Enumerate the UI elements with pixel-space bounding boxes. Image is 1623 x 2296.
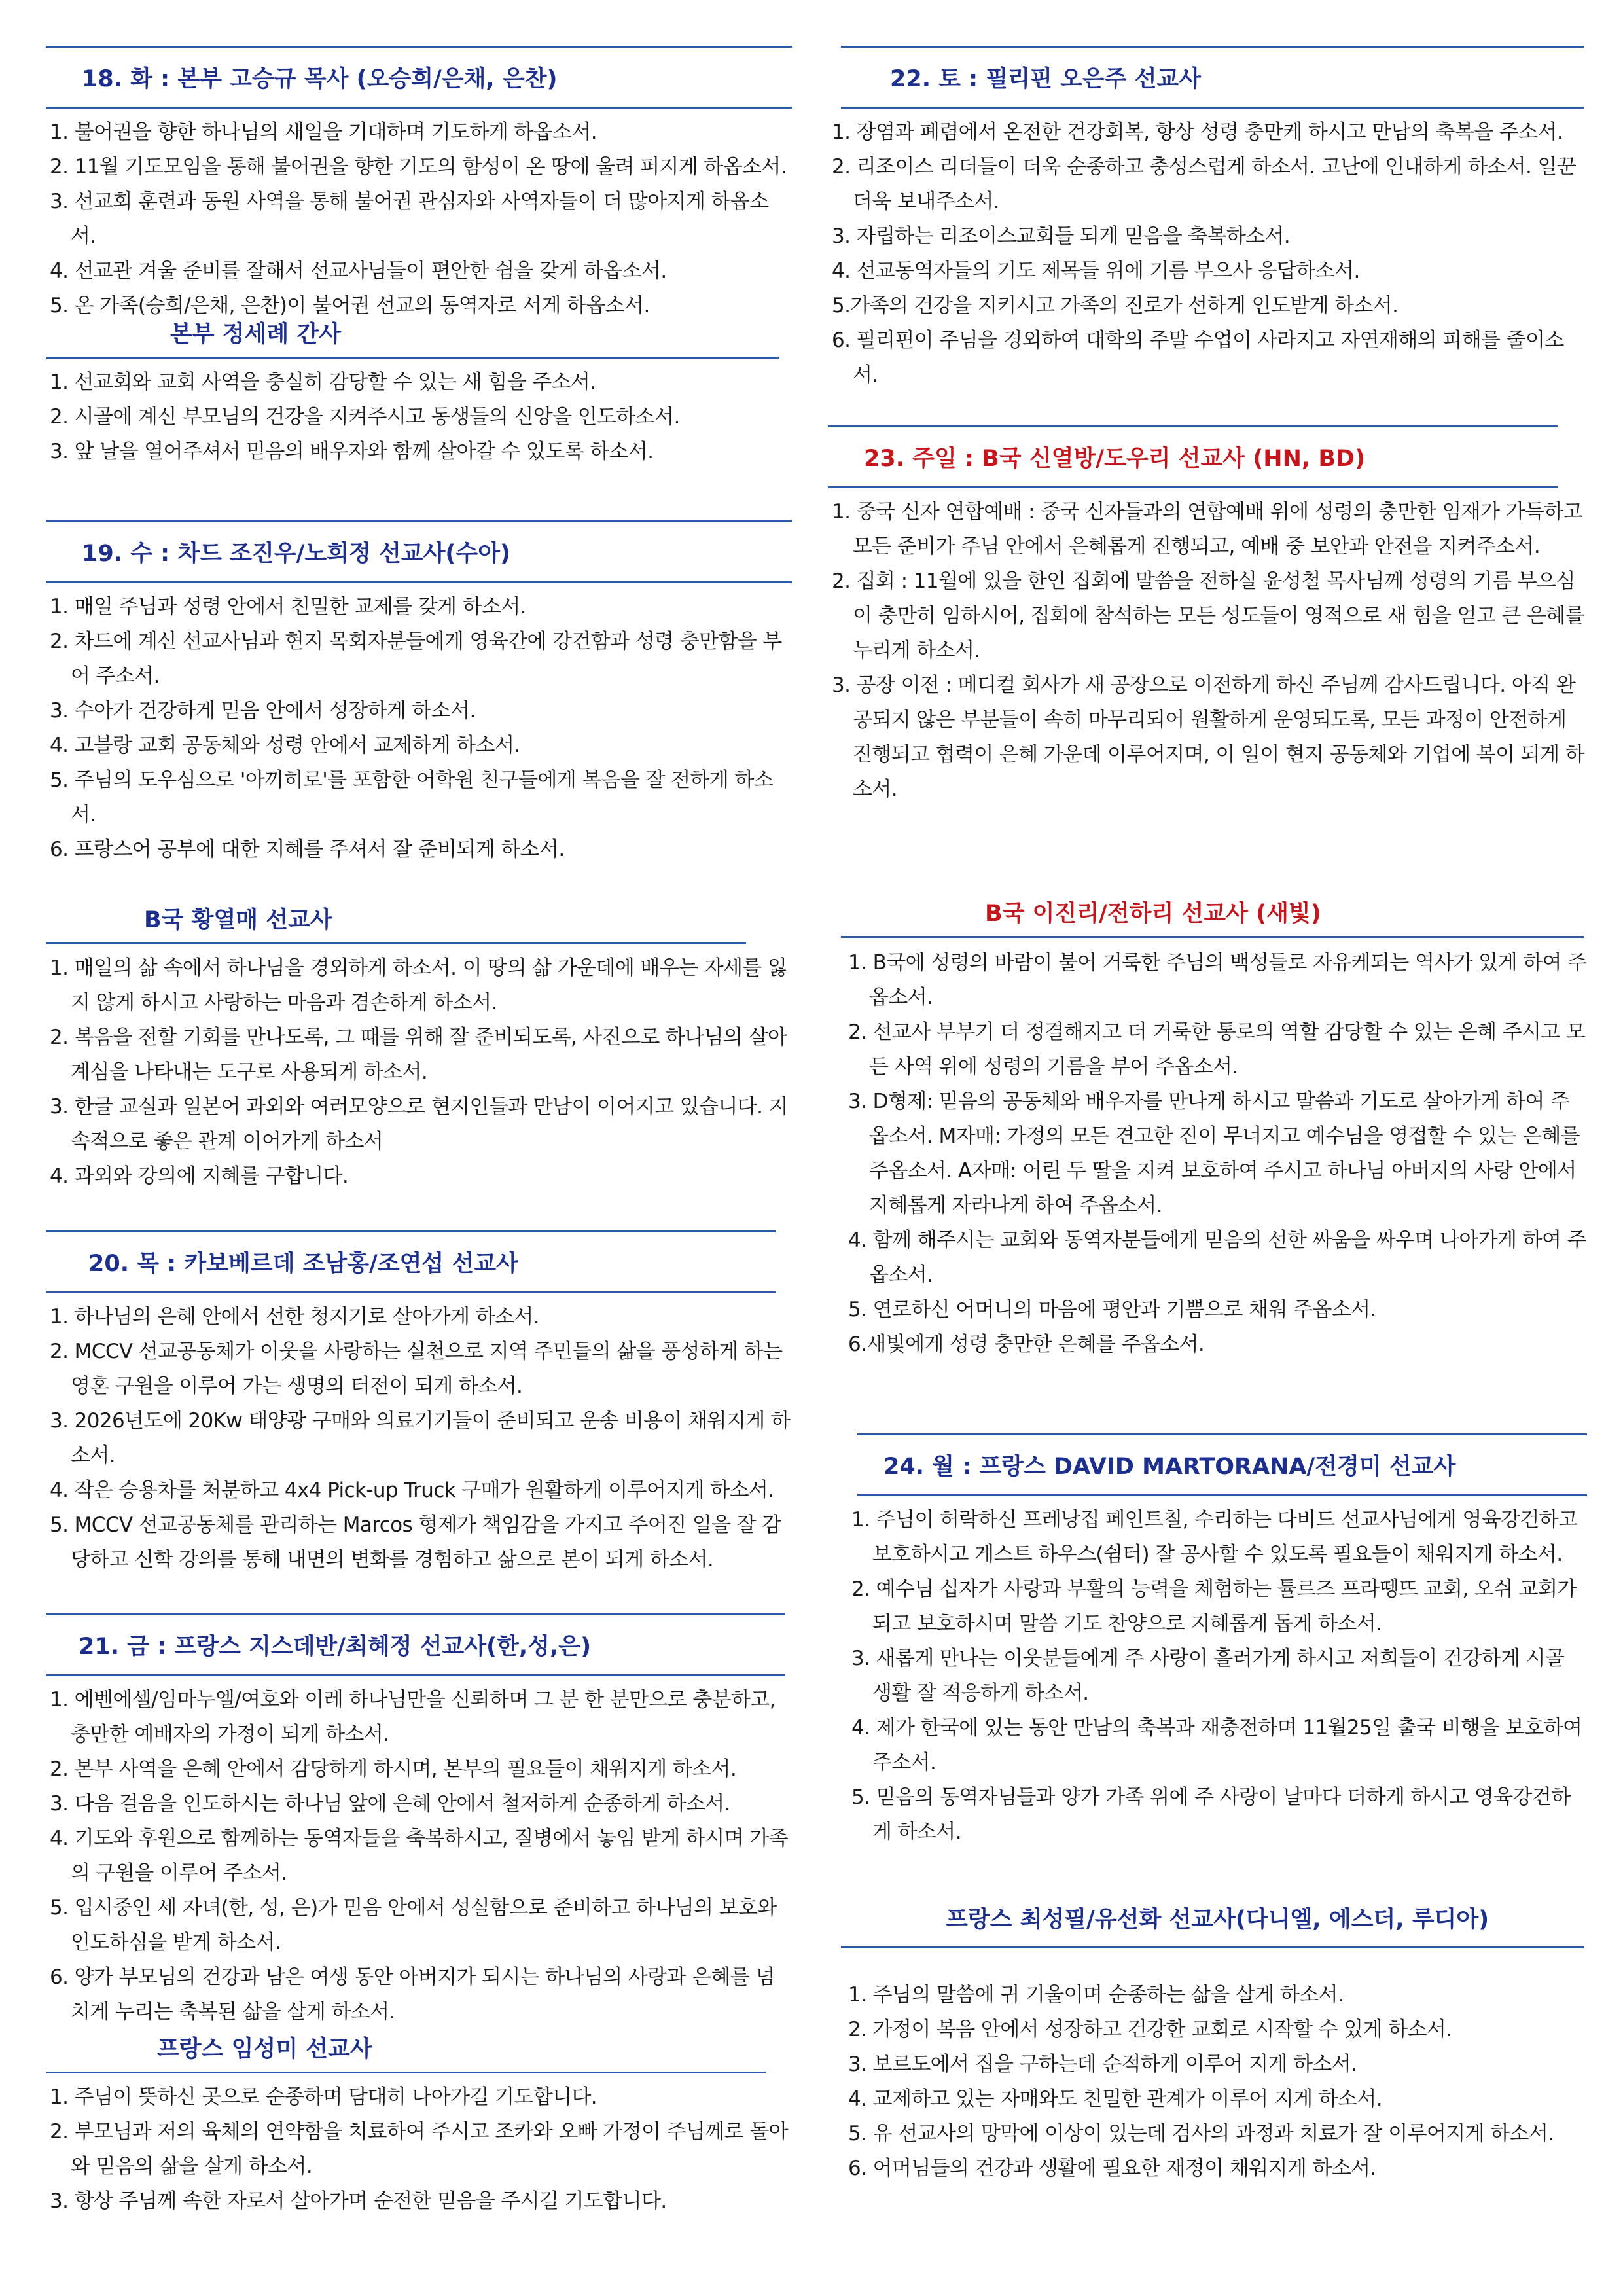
list-item: 1. 매일 주님과 성령 안에서 친밀한 교제를 갖게 하소서. (50, 595, 526, 619)
list-item: 5. 믿음의 동역자님들과 양가 가족 위에 주 사랑이 날마다 더하게 하시고 영육강건하게 하소서. (851, 1785, 1571, 1844)
list-item: 3. 수아가 건강하게 믿음 안에서 성장하게 하소서. (50, 699, 476, 723)
list-item: 5. 입시중인 세 자녀(한, 성, 은)가 믿음 안에서 성실함으로 준비하고 하나님의 보호와 인도하심을 받게 하소서. (50, 1896, 777, 1954)
list-item: 2. 리조이스 리더들이 더욱 순종하고 충성스럽게 하소서. 고난에 인내하게 하소서. 일꾼 더욱 보내주소서. (832, 155, 1577, 213)
prayer-list (46, 1683, 792, 2030)
list-item: 4. 작은 승용차를 처분하고 4x4 Pick-up Truck 구매가 원활하게 이루어지게 하소서. (50, 1479, 774, 1502)
list-item: 2. 본부 사역을 은혜 안에서 감당하게 하시며, 본부의 필요들이 채워지게 하소서. (50, 1757, 737, 1781)
list-item: 3. 다음 걸음을 인도하시는 하나님 앞에 은혜 안에서 철저하게 순종하게 하소서. (50, 1792, 730, 1816)
section-21 (46, 1613, 792, 2030)
list-item: 1. 선교회와 교회 사역을 충실히 감당할 수 있는 새 힘을 주소서. (50, 370, 596, 394)
list-item: 2. 복음을 전할 기회를 만나도록, 그 때를 위해 잘 준비되도록, 사진으로 하나님의 살아계심을 나타내는 도구로 사용되게 하소서. (50, 1026, 787, 1084)
list-item: 2. 차드에 계신 선교사님과 현지 목회자분들에게 영육간에 강건함과 성령 충만함을 부어 주소서. (50, 630, 782, 688)
section-header: 24. 월 : 프랑스 DAVID MARTORANA/전경미 선교사 (857, 1433, 1587, 1496)
list-item: 4. 고블랑 교회 공동체와 성령 안에서 교제하게 하소서. (50, 734, 520, 757)
prayer-list (46, 590, 792, 867)
section-b-hwang (46, 893, 792, 1194)
prayer-list (46, 115, 792, 323)
list-item: 5. 연로하신 어머니의 마음에 평안과 기쁨으로 채워 주옵소서. (848, 1298, 1376, 1321)
prayer-list (844, 1978, 1587, 2186)
list-item: 1. 중국 신자 연합예배 : 중국 신자들과의 연합예배 위에 성령의 충만한 임재가 가득하고 모든 준비가 주님 안에서 은혜롭게 진행되고, 예배 중 보안과 안전을 지켜주소서. (832, 500, 1583, 558)
list-item: 4. 과외와 강의에 지혜를 구합니다. (50, 1164, 349, 1188)
list-item: 1. 불어권을 향한 하나님의 새일을 기대하며 기도하게 하옵소서. (50, 120, 597, 144)
list-item: 2. 예수님 십자가 사랑과 부활의 능력을 체험하는 튤르즈 프라뗑뜨 교회, 오쉬 교회가 되고 보호하시며 말씀 기도 찬양으로 지혜롭게 돕게 하소서. (851, 1577, 1577, 1636)
list-item: 5. MCCV 선교공동체를 관리하는 Marcos 형제가 책임감을 가지고 주어진 일을 잘 감당하고 신학 강의를 통해 내면의 변화를 경험하고 삶으로 본이 되게 하소서. (50, 1513, 781, 1571)
list-item: 1. 주님이 허락하신 프레낭집 페인트칠, 수리하는 다비드 선교사님에게 영육강건하고 보호하시고 게스트 하우스(쉼터) 잘 공사할 수 있도록 필요들이 채워지게 하소서. (851, 1508, 1578, 1566)
section-subheader: B국 황열매 선교사 (46, 893, 746, 944)
section-24 (828, 1433, 1587, 1850)
list-item: 6. 필리핀이 주님을 경외하여 대학의 주말 수업이 사라지고 자연재해의 피해를 줄이소서. (832, 329, 1564, 387)
list-item: 3. 보르도에서 집을 구하는데 순적하게 이루어 지게 하소서. (848, 2053, 1357, 2076)
prayer-list (46, 365, 792, 469)
list-item: 3. D형제: 믿음의 공동체와 배우자를 만나게 하시고 말씀과 기도로 살아가게 하여 주옵소서. M자매: 가정의 모든 견고한 진이 무너지고 예수님을 영접할 수 있는 은혜를 주옵소서. A자매: 어린 두 딸을 지켜 보호하여 주시고 하나님 아버지의 사랑 안에서 지혜롭게 자라나게 하여 주옵소서. (848, 1090, 1580, 1217)
list-item: 1. 하나님의 은혜 안에서 선한 청지기로 살아가게 하소서. (50, 1305, 540, 1329)
list-item: 5. 온 가족(승희/은채, 은찬)이 불어권 선교의 동역자로 서게 하옵소서. (50, 294, 650, 317)
list-item: 5. 유 선교사의 망막에 이상이 있는데 검사의 과정과 치료가 잘 이루어지게 하소서. (848, 2122, 1554, 2145)
list-item: 5.가족의 건강을 지키시고 가족의 진로가 선하게 인도받게 하소서. (832, 294, 1399, 317)
section-subheader: 프랑스 최성필/유선화 선교사(다니엘, 에스더, 루디아) (841, 1888, 1584, 1948)
list-item: 6. 양가 부모님의 건강과 남은 여생 동안 아버지가 되시는 하나님의 사랑과 은혜를 넘치게 누리는 축복된 삶을 살게 하소서. (50, 1965, 775, 2024)
list-item: 6.새빛에게 성령 충만한 은혜를 주옵소서. (848, 1333, 1205, 1356)
section-header: 21. 금 : 프랑스 지스데반/최혜정 선교사(한,성,은) (46, 1613, 785, 1676)
list-item: 3. 2026년도에 20Kw 태양광 구매와 의료기기들이 준비되고 운송 비용이 채워지게 하소서. (50, 1409, 791, 1467)
section-header: 18. 화 : 본부 고승규 목사 (오승희/은채, 은찬) (46, 46, 792, 109)
list-item: 2. 시골에 계신 부모님의 건강을 지켜주시고 동생들의 신앙을 인도하소서. (50, 405, 680, 429)
prayer-list (46, 1300, 792, 1577)
section-subheader: 프랑스 임성미 선교사 (46, 2022, 766, 2073)
list-item: 1. 주님이 뜻하신 곳으로 순종하며 담대히 나아가길 기도합니다. (50, 2085, 597, 2109)
list-item: 2. MCCV 선교공동체가 이웃을 사랑하는 실천으로 지역 주민들의 삶을 풍성하게 하는 영혼 구원을 이루어 가는 생명의 터전이 되게 하소서. (50, 1340, 783, 1398)
section-subheader: B국 이진리/전하리 선교사 (새빛) (841, 887, 1584, 938)
prayer-list (828, 115, 1587, 393)
section-france-choi (828, 1888, 1587, 2186)
section-19 (46, 520, 792, 867)
list-item: 3. 앞 날을 열어주셔서 믿음의 배우자와 함께 살아갈 수 있도록 하소서. (50, 440, 654, 463)
list-item: 4. 기도와 후원으로 함께하는 동역자들을 축복하시고, 질병에서 놓임 받게 하시며 가족의 구원을 이루어 주소서. (50, 1827, 788, 1885)
section-france-lim (46, 2022, 792, 2219)
section-header: 19. 수 : 차드 조진우/노희정 선교사(수아) (46, 520, 792, 583)
list-item: 1. 에벤에셀/임마누엘/여호와 이레 하나님만을 신뢰하며 그 분 한 분만으로 충분하고, 충만한 예배자의 가정이 되게 하소서. (50, 1688, 776, 1746)
section-header: 23. 주일 : B국 신열방/도우리 선교사 (HN, BD) (828, 425, 1558, 488)
section-b-lee (828, 887, 1587, 1362)
list-item: 1. 장염과 폐렴에서 온전한 건강회복, 항상 성령 충만케 하시고 만남의 축복을 주소서. (832, 120, 1563, 144)
list-item: 2. 부모님과 저의 육체의 연약함을 치료하여 주시고 조카와 오빠 가정이 주님께로 돌아와 믿음의 삶을 살게 하소서. (50, 2120, 788, 2178)
list-item: 1. B국에 성령의 바람이 불어 거룩한 주님의 백성들로 자유케되는 역사가 있게 하여 주옵소서. (848, 951, 1587, 1009)
section-18 (46, 46, 792, 323)
prayer-list (46, 2080, 792, 2219)
section-22 (828, 46, 1587, 393)
list-item: 4. 제가 한국에 있는 동안 만남의 축복과 재충전하며 11월25일 출국 비행을 보호하여 주소서. (851, 1716, 1582, 1774)
list-item: 1. 매일의 삶 속에서 하나님을 경외하게 하소서. 이 땅의 삶 가운데에 배우는 자세를 잃지 않게 하시고 사랑하는 마음과 겸손하게 하소서. (50, 956, 787, 1014)
list-item: 2. 선교사 부부기 더 정결해지고 더 거룩한 통로의 역할 감당할 수 있는 은혜 주시고 모든 사역 위에 성령의 기름을 부어 주옵소서. (848, 1020, 1586, 1079)
section-staff (46, 308, 792, 469)
prayer-list (46, 951, 792, 1194)
list-item: 3. 한글 교실과 일본어 과외와 여러모양으로 현지인들과 만남이 이어지고 있습니다. 지속적으로 좋은 관계 이어가게 하소서 (50, 1095, 788, 1153)
list-item: 5. 주님의 도우심으로 '아끼히로'를 포함한 어학원 친구들에게 복음을 잘 전하게 하소서. (50, 768, 774, 827)
section-23 (828, 425, 1587, 807)
list-item: 2. 11월 기도모임을 통해 불어권을 향한 기도의 함성이 온 땅에 울려 퍼지게 하옵소서. (50, 155, 787, 179)
list-item: 6. 어머님들의 건강과 생활에 필요한 재정이 채워지게 하소서. (848, 2157, 1376, 2180)
list-item: 2. 집회 : 11월에 있을 한인 집회에 말씀을 전하실 윤성철 목사님께 성령의 기름 부으심이 충만히 임하시어, 집회에 참석하는 모든 성도들이 영적으로 새 힘을 얻고 큰 은혜를 누리게 하소서. (832, 569, 1585, 662)
list-item: 3. 자립하는 리조이스교회들 되게 믿음을 축복하소서. (832, 224, 1291, 248)
prayer-list (847, 1503, 1587, 1850)
list-item: 3. 공장 이전 : 메디컬 회사가 새 공장으로 이전하게 하신 주님께 감사드립니다. 아직 완공되지 않은 부분들이 속히 마무리되어 원활하게 운영되도록, 모든 과정이 안전하게 진행되고 협력이 은혜 가운데 이루어지며, 이 일이 현지 공동체와 기업에 복이 되게 하소서. (832, 673, 1585, 801)
list-item: 1. 주님의 말씀에 귀 기울이며 순종하는 삶을 살게 하소서. (848, 1983, 1344, 2007)
section-20 (46, 1230, 792, 1577)
list-item: 2. 가정이 복음 안에서 성장하고 건강한 교회로 시작할 수 있게 하소서. (848, 2018, 1452, 2041)
prayer-list (828, 495, 1587, 807)
list-item: 6. 프랑스어 공부에 대한 지혜를 주셔서 잘 준비되게 하소서. (50, 838, 565, 861)
section-subheader: 본부 정세례 간사 (46, 308, 779, 359)
list-item: 3. 선교회 훈련과 동원 사역을 통해 불어권 관심자와 사역자들이 더 많아지게 하옵소서. (50, 190, 769, 248)
list-item: 4. 교제하고 있는 자매와도 친밀한 관계가 이루어 지게 하소서. (848, 2087, 1382, 2111)
list-item: 3. 새롭게 만나는 이웃분들에게 주 사랑이 흘러가게 하시고 저희들이 건강하게 시골 생활 잘 적응하게 하소서. (851, 1647, 1565, 1705)
section-header: 20. 목 : 카보베르데 조남홍/조연섭 선교사 (46, 1230, 776, 1293)
list-item: 4. 선교동역자들의 기도 제목들 위에 기름 부으사 응답하소서. (832, 259, 1360, 283)
section-header: 22. 토 : 필리핀 오은주 선교사 (841, 46, 1584, 109)
prayer-list (844, 946, 1587, 1362)
list-item: 3. 항상 주님께 속한 자로서 살아가며 순전한 믿음을 주시길 기도합니다. (50, 2189, 667, 2213)
list-item: 4. 함께 해주시는 교회와 동역자분들에게 믿음의 선한 싸움을 싸우며 나아가게 하여 주옵소서. (848, 1229, 1586, 1287)
list-item: 4. 선교관 겨울 준비를 잘해서 선교사님들이 편안한 쉼을 갖게 하옵소서. (50, 259, 667, 283)
